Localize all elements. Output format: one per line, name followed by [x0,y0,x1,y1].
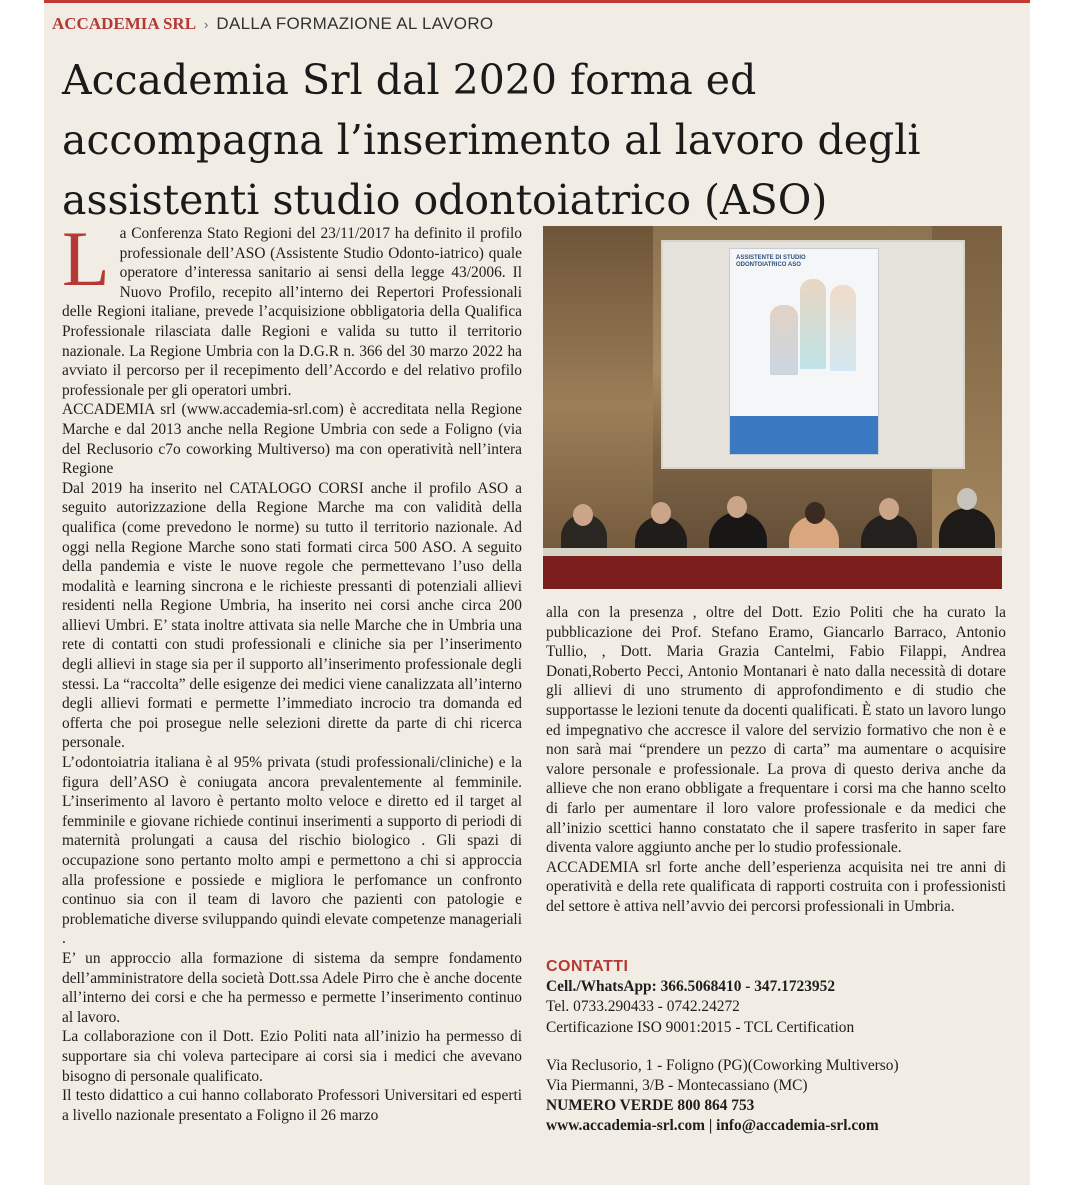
article-paragraph-4: L’odontoiatria italiana è al 95% privata (studi professionali/cliniche) e la figura dell’ASO è coniugata ancora prevalentemente al femminile. L’inserimento al lavoro è pertanto molto veloce e diretto ed il target al femminile e giovane richiede continui inserimenti a supporto di periodi di maternità prolungati a causa del rischio biologico . Gli spazi di occupazione sono pertanto molto ampi e permettono a chi si approccia alla professione e possiede e migliora le perfomance un confronto continuo sia con il team di lavoro che pazienti con patologie e problematiche diverse sviluppando quindi elevate competenze manageriali . [62,754,522,948]
article-paragraph-1: La Conferenza Stato Regioni del 23/11/2017 ha definito il profilo professionale dell’ASO (Assistente Studio Odonto-iatrico) quale operatore d’interessa sanitario ai sensi della legge 43/2006. Il Nuovo Profilo, recepito all’interno dei Repertori Professionali delle Regioni italiane, prevede l’acquisizione obbligatoria della Qualifica Professionale rilasciata dalle Regioni e valida su tutto il territorio nazionale. La Regione Umbria con la D.G.R n. 366 del 30 marzo 2022 ha avviato il percorso per il recepimento dell’Accordo e del relativo profilo professionale per gli operatori umbri. [62,215,522,399]
article-paragraph-3: Dal 2019 ha inserito nel CATALOGO CORSI anche il profilo ASO a seguito autorizzazione della Regione Marche ma con validità della qualifica (come prevedono le norme) su tutto il territorio nazionale. Ad oggi nella Regione Marche sono stati formati circa 500 ASO. A seguito della pandemia e viste le nuove regole che permettevano l’uso della modalità e learning sincrona e le richieste pressanti di potenziali allievi residenti nella Regione Umbria, ha inserito nei corsi anche circa 200 allievi Umbri. E’ stata inoltre attivata sia nelle Marche che in Umbria una rete di contatti con studi professionali e cliniche sia per l’inserimento degli allievi in stage sia per il supporto all’inserimento professionale degli stessi. La “raccolta” delle esigenze dei medici viene canalizzata all’interno degli allievi formati e permette l’immediato incrocio tra domanda ed offerta che poi prosegue nelle selezioni dirette da parte di chi ricerca personale. [62,479,522,752]
table-drape [543,556,1002,589]
contact-numero-verde: NUMERO VERDE 800 864 753 [546,1097,755,1115]
contacts-heading: CONTATTI [546,958,629,975]
panelist-head [573,504,593,526]
section-kicker [52,10,493,38]
slide-figure [770,305,798,375]
article-paragraph-8: ACCADEMIA srl forte anche dell’esperienza acquisita nei tre anni di operatività e della rete qualificata di rapporti costruita con i professionisti del settore è attiva nell’avvio dei percorsi professionali in Umbria. [546,858,1006,915]
contact-web-email: www.accademia-srl.com | info@accademia-srl.com [546,1117,879,1135]
article-paragraph-2: ACCADEMIA srl (www.accademia-srl.com) è accreditata nella Regione Marche e dal 2013 anche nella Regione Umbria con sede a Foligno (via del Reclusorio c7o coworking Multiverso) ma con operatività nell’intera Regione [62,401,522,478]
article-headline [62,50,1012,230]
panelist-head [651,502,671,524]
kicker-brand: ACCADEMIA SRL [52,14,197,33]
contact-certification: Certificazione ISO 9001:2015 - TCL Certification [546,1018,855,1036]
contact-telephone: Tel. 0733.290433 - 0742.24272 [546,998,740,1016]
article-paragraph-6: La collaborazione con il Dott. Ezio Politi nata all’inizio ha permesso di supportare sia chi voleva partecipare ai corsi sia i medici che avevano bisogno di personale qualificato. [62,1028,522,1085]
projected-slide [729,248,879,455]
contact-mobile: Cell./WhatsApp: 366.5068410 - 347.1723952 [546,978,836,996]
slide-band [730,416,878,454]
headline-line-1: Accademia Srl dal 2020 forma ed [62,56,757,104]
drop-cap: L [62,215,110,302]
contacts-spacer [546,1038,1016,1056]
contact-address-foligno: Via Reclusorio, 1 - Foligno (PG)(Coworking Multiverso) [546,1056,899,1074]
article-paragraph-7b: alla con la presenza , oltre del Dott. Ezio Politi che ha curato la pubblicazione dei Prof. Stefano Eramo, Giancarlo Barraco, Antonio Tullio, , Dott. Maria Grazia Cantelmi, Fabio Filappi, Andrea Donati,Roberto Pecci, Antonio Montanari è nato dalla necessità di dotare gli allievi di uno strumento di approfondimento e di studio che supportasse le lezioni tenute da docenti qualificati. È stato un lavoro lungo ed impegnativo che accresce il valore del servizio formativo che non è e non sarà mai “prendere un pezzo di carta” ma aumentare o acquisire valore personale e professionale. La prova di questo deriva anche da allieve che non erano obbligate a frequentare i corsi ma che hanno scelto di farlo per aumentare il loro valore professionale e da medici che all’inizio scettici hanno constatato che il sapere trasferito in saper fare diventa valore aggiunto anche per lo studio professionale. [546,604,1006,857]
top-accent-rule [44,0,1030,3]
conference-photo [543,226,1002,589]
kicker-section: DALLA FORMAZIONE AL LAVORO [216,14,494,33]
panelist-head [727,496,747,518]
article-column-left [62,215,522,1125]
headline-line-3: assistenti studio odontoiatrico (ASO) [62,176,828,224]
article-paragraph-5: E’ un approccio alla formazione di sistema da sempre fondamento dell’amministratore della società Dott.ssa Adele Pirro che è anche docente all’interno dei corsi e che ha permesso e permette l’inserimento continuo al lavoro. [62,949,522,1026]
panelist-head [957,488,977,510]
panelist-head [879,498,899,520]
slide-figure [800,279,826,369]
article-column-right [546,603,1006,917]
slide-figure [830,285,856,371]
kicker-separator: › [204,16,209,32]
headline-line-2: accompagna l’inserimento al lavoro degli [62,116,921,164]
panelist-head [805,502,825,524]
contacts-box [546,957,1016,1137]
article-paragraph-7a: Il testo didattico a cui hanno collaborato Professori Universitari ed esperti a livello nazionale presentato a Foligno il 26 marzo [62,1087,522,1124]
slide-title: ASSISTENTE DI STUDIO ODONTOIATRICO ASO [736,255,806,268]
contact-address-montecassiano: Via Piermanni, 3/B - Montecassiano (MC) [546,1077,808,1095]
